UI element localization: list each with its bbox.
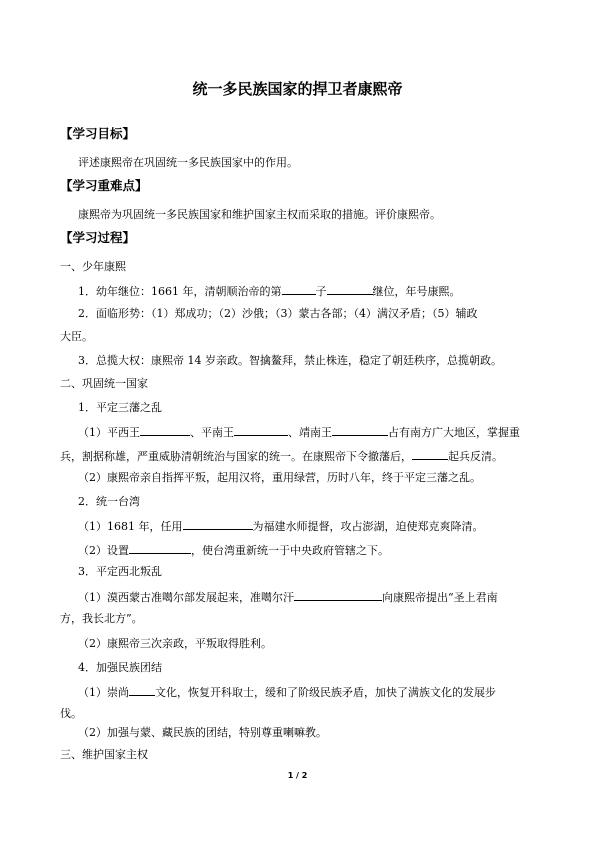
key-points-text: 康熙帝为巩固统一多民族国家和维护国家主权而采取的措施。评价康熙帝。: [78, 208, 441, 221]
item-2-4-2: （2）加强与蒙、藏民族的团结，特别尊重喇嘛教。: [78, 726, 327, 739]
item-2-2-2: （2）设置 ，使台湾重新统一于中央政府管辖之下。: [78, 544, 389, 557]
fill-blank[interactable]: [129, 684, 155, 696]
fill-blank[interactable]: [332, 424, 388, 436]
item-2-2: 2．统一台湾: [78, 495, 140, 508]
item-2-3: 3．平定西北叛乱: [78, 565, 162, 578]
item-1-3: 3．总揽大权：康熙帝 14 岁亲政。智擒鳌拜，禁止株连，稳定了朝廷秩序，总揽朝政。: [78, 354, 502, 367]
fill-blank[interactable]: [282, 283, 316, 295]
item-2-4: 4．加强民族团结: [78, 661, 162, 674]
item-2-3-1-line1: （1）漠西蒙古准噶尔部发展起来，准噶尔汗 向康熙帝提出“圣上君南: [78, 591, 498, 604]
fill-blank[interactable]: [412, 448, 448, 460]
page-number: 1 / 2: [287, 771, 308, 780]
item-2-1: 1．平定三藩之乱: [78, 401, 162, 414]
fill-blank[interactable]: [129, 542, 191, 554]
fill-blank[interactable]: [234, 424, 288, 436]
fill-blank[interactable]: [140, 424, 190, 436]
fill-blank[interactable]: [294, 589, 382, 601]
item-2-2-1: （1）1681 年，任用 为福建水师提督，攻占澎湖，迫使郑克爽降清。: [78, 520, 484, 533]
item-2-1-2: （2）康熙帝亲自指挥平叛，起用汉将，重用绿营，历时八年，终于平定三藩之乱。: [78, 471, 481, 484]
item-1-2-line2: 大臣。: [60, 330, 93, 343]
goal-text: 评述康熙帝在巩固统一多民族国家中的作用。: [78, 156, 298, 169]
fill-blank[interactable]: [183, 518, 253, 530]
item-2-1-1-line1: （1）平西王 、平南王 、靖南王 占有南方广大地区，掌握重: [78, 426, 520, 439]
heading-learning-goal: 【学习目标】: [60, 126, 136, 141]
page-title: 统一多民族国家的捍卫者康熙帝: [192, 80, 403, 98]
item-1-1: 1．幼年继位：1661 年，清朝顺治帝的第 子 继位，年号康熙。: [78, 285, 461, 298]
section-1-title: 一、少年康熙: [60, 260, 126, 273]
item-2-3-1-line2: 方，我长北方”。: [60, 612, 143, 625]
item-2-4-1-line1: （1）崇尚 文化，恢复开科取士，缓和了阶级民族矛盾，加快了满族文化的发展步: [78, 686, 496, 699]
section-3-title: 三、维护国家主权: [60, 748, 148, 761]
heading-learning-process: 【学习过程】: [60, 230, 136, 245]
heading-key-points: 【学习重难点】: [60, 178, 148, 193]
item-1-2-line1: 2．面临形势：（1）郑成功；（2）沙俄；（3）蒙古各部；（4）满汉矛盾；（5）辅政: [78, 307, 478, 320]
item-2-4-1-line2: 伐。: [60, 707, 82, 720]
item-2-3-2: （2）康熙帝三次亲政，平叛取得胜利。: [78, 637, 272, 650]
fill-blank[interactable]: [327, 283, 373, 295]
section-2-title: 二、巩固统一国家: [60, 377, 148, 390]
item-2-1-1-line2: 兵，割据称雄，严重威胁清朝统治与国家的统一。在康熙帝下令撤藩后， 起兵反清。: [60, 450, 503, 463]
